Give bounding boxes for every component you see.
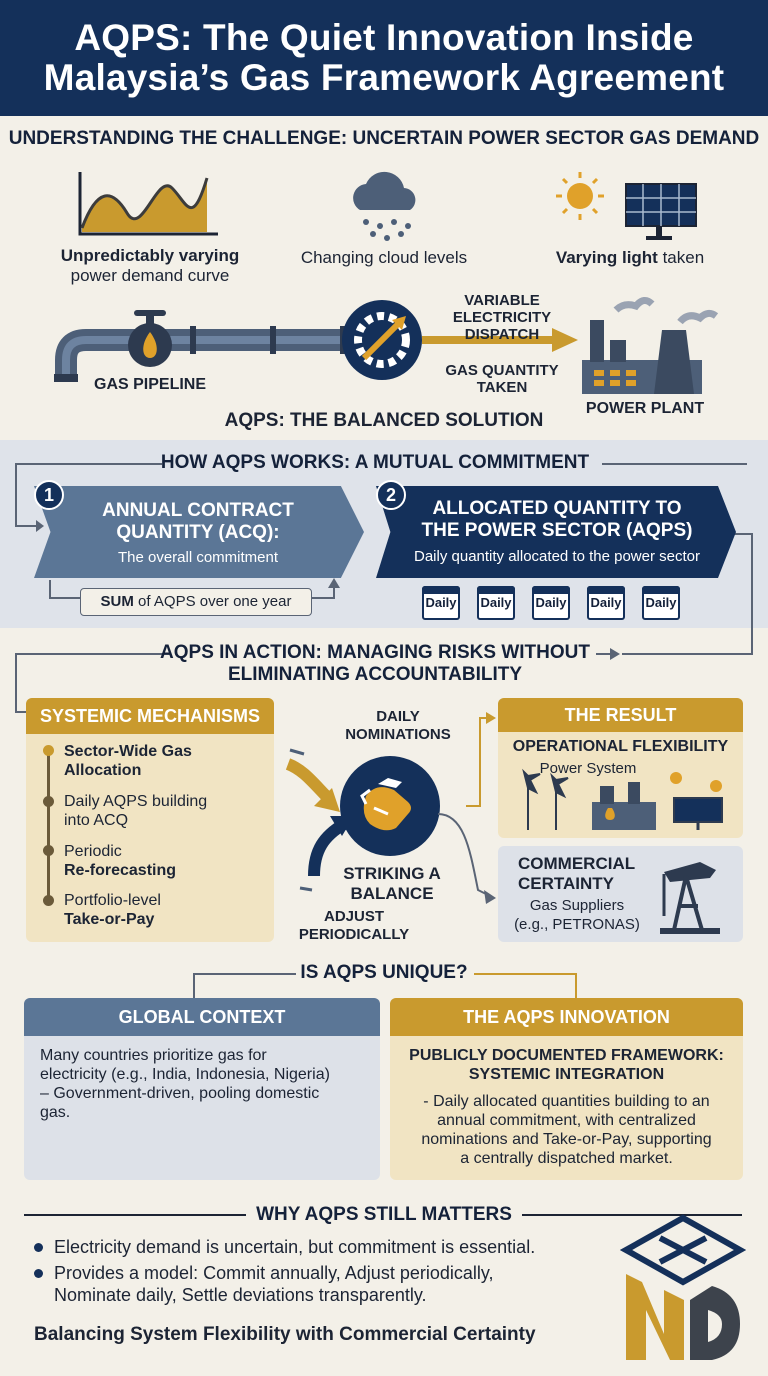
mechanism-3-a: Periodic <box>64 843 122 860</box>
challenge-title: UNDERSTANDING THE CHALLENGE: UNCERTAIN POWER SECTOR GAS DEMAND <box>8 128 760 149</box>
tagline: Balancing System Flexibility with Commercial Certainty <box>34 1324 536 1345</box>
global-text-line-4: gas. <box>40 1104 71 1121</box>
why-bullets <box>34 1236 614 1306</box>
dispatch-line-3: DISPATCH <box>464 326 540 343</box>
global-text <box>40 1046 376 1122</box>
dispatch-line-2: ELECTRICITY <box>452 309 552 326</box>
mechanism-1-b: Allocation <box>64 762 142 779</box>
adjust-line-2: PERIODICALLY <box>298 926 410 943</box>
innovation-subtitle-2: SYSTEMIC INTEGRATION <box>468 1066 665 1083</box>
striking-balance-line-1: STRIKING A <box>343 864 441 883</box>
bullet-dot-1 <box>34 1243 43 1252</box>
aqps-title-1: ALLOCATED QUANTITY TO <box>432 498 682 519</box>
aqps-text <box>392 498 722 565</box>
acq-desc: The overall commitment <box>117 549 279 566</box>
innovation-text-line-1: - Daily allocated quantities building to an <box>423 1093 710 1110</box>
mechanism-2-b: into ACQ <box>64 812 129 829</box>
light-caption-bold: Varying light <box>555 248 658 267</box>
innovation-text-line-3: nominations and Take-or-Pay, supporting <box>421 1131 712 1148</box>
mechanism-2-a: Daily AQPS building <box>64 793 208 810</box>
page-title-line-1: AQPS: The Quiet Innovation Inside <box>74 17 694 58</box>
light-caption <box>530 248 730 268</box>
daily-nominations-line-1: DAILY <box>376 708 420 725</box>
unique-title: IS AQPS UNIQUE? <box>300 962 468 983</box>
innovation-title: THE AQPS INNOVATION <box>390 998 743 1036</box>
sum-note <box>80 588 312 616</box>
dispatch-label <box>426 292 578 343</box>
demand-caption-bold: Unpredictably varying <box>60 246 240 265</box>
commercial-line-1: COMMERCIAL <box>518 854 636 873</box>
why-bullet-2-line-2: Nominate daily, Settle deviations transparently. <box>54 1285 427 1305</box>
global-text-line-1: Many countries prioritize gas for <box>40 1047 267 1064</box>
why-rule-left <box>24 1214 246 1216</box>
why-bullet-2-line-1: Provides a model: Commit annually, Adjust periodically, <box>54 1263 494 1283</box>
global-title: GLOBAL CONTEXT <box>24 998 380 1036</box>
daily-calendar-icon-3: Daily <box>532 586 570 620</box>
daily-calendar-icon-2: Daily <box>477 586 515 620</box>
commercial-label <box>518 854 638 894</box>
bullet-dot-2 <box>34 1269 43 1278</box>
result-title: THE RESULT <box>498 698 743 732</box>
demand-caption <box>40 246 260 286</box>
mechanism-4 <box>64 891 161 929</box>
cloud-caption: Changing cloud levels <box>300 248 468 267</box>
aqps-title-2: THE POWER SECTOR (AQPS) <box>421 520 693 541</box>
page-title-line-2: Malaysia’s Gas Framework Agreement <box>43 57 725 98</box>
innovation-subtitle-1: PUBLICLY DOCUMENTED FRAMEWORK: <box>409 1047 724 1064</box>
daily-nominations-line-2: NOMINATIONS <box>345 726 451 743</box>
nd-logo-icon <box>620 1214 746 1364</box>
daily-calendar-icon-1: Daily <box>422 586 460 620</box>
step-1-badge: 1 <box>34 480 64 510</box>
mechanism-2 <box>64 792 207 830</box>
mechanism-dot-2 <box>43 796 54 807</box>
suppliers-line-1: Gas Suppliers <box>529 897 625 914</box>
acq-title-1: ANNUAL CONTRACT <box>102 500 294 521</box>
mechanism-dot-1 <box>43 745 54 756</box>
why-bullet-1-text: Electricity demand is uncertain, but commitment is essential. <box>54 1237 536 1257</box>
why-title: WHY AQPS STILL MATTERS <box>256 1204 512 1225</box>
balanced-solution-label: AQPS: THE BALANCED SOLUTION <box>224 410 544 431</box>
suppliers-line-2: (e.g., PETRONAS) <box>514 916 640 933</box>
mechanism-1-a: Sector-Wide Gas <box>64 743 192 760</box>
power-system-label: Power System <box>539 760 637 777</box>
daily-calendar-icon-4: Daily <box>587 586 625 620</box>
page-header <box>0 0 768 116</box>
gas-taken-line-2: TAKEN <box>476 379 528 396</box>
mechanism-1 <box>64 742 192 780</box>
mechanism-4-a: Portfolio-level <box>64 892 161 909</box>
striking-balance-line-2: BALANCE <box>350 884 434 903</box>
commercial-line-2: CERTAINTY <box>518 874 615 893</box>
aqps-desc: Daily quantity allocated to the power sector <box>414 548 700 565</box>
gas-taken-label <box>426 362 578 396</box>
action-title-line-1: AQPS IN ACTION: MANAGING RISKS WITHOUT <box>160 642 590 663</box>
daily-calendar-icon-5: Daily <box>642 586 680 620</box>
how-title: HOW AQPS WORKS: A MUTUAL COMMITMENT <box>160 452 590 473</box>
oil-pump-icon <box>660 856 740 936</box>
step-2-badge: 2 <box>376 480 406 510</box>
light-caption-rest: taken <box>657 248 705 267</box>
mechanisms-timeline <box>47 752 50 902</box>
sum-note-bold: SUM <box>100 593 134 610</box>
suppliers-label <box>502 896 652 934</box>
dispatch-line-1: VARIABLE <box>464 292 540 309</box>
innovation-text <box>390 1092 743 1168</box>
demand-curve-icon <box>72 168 222 240</box>
acq-text <box>58 500 338 566</box>
op-flex-label: OPERATIONAL FLEXIBILITY <box>512 738 729 755</box>
adjust-line-1: ADJUST <box>323 908 384 925</box>
why-bullet-1 <box>34 1236 614 1258</box>
innovation-text-line-4: a centrally dispatched market. <box>460 1150 673 1167</box>
rain-cloud-icon <box>340 170 430 242</box>
mechanisms-title: SYSTEMIC MECHANISMS <box>26 698 274 734</box>
sum-note-rest: of AQPS over one year <box>133 593 292 610</box>
striking-balance-label <box>322 864 462 904</box>
mechanism-3 <box>64 842 176 880</box>
gas-pipeline-label: GAS PIPELINE <box>94 376 207 393</box>
mechanism-3-b: Re-forecasting <box>64 862 177 879</box>
mechanism-dot-3 <box>43 845 54 856</box>
global-text-line-3: – Government-driven, pooling domestic <box>40 1085 320 1102</box>
demand-caption-rest: power demand curve <box>70 266 230 285</box>
acq-title-2: QUANTITY (ACQ): <box>116 522 280 543</box>
why-bullet-2 <box>34 1262 614 1306</box>
innovation-subtitle <box>390 1046 743 1084</box>
action-title-line-2: ELIMINATING ACCOUNTABILITY <box>227 664 523 685</box>
power-plant-label: POWER PLANT <box>585 400 705 417</box>
global-text-line-2: electricity (e.g., India, Indonesia, Nigeria) <box>40 1066 330 1083</box>
daily-nominations-label <box>328 708 468 744</box>
innovation-text-line-2: annual commitment, with centralized <box>437 1112 696 1129</box>
sun-solar-panel-icon <box>552 170 702 242</box>
adjust-periodically-label <box>294 908 414 944</box>
mechanism-4-b: Take-or-Pay <box>64 911 155 928</box>
power-system-icons <box>510 762 736 834</box>
gas-taken-line-1: GAS QUANTITY <box>445 362 559 379</box>
action-title <box>160 642 590 686</box>
mechanism-dot-4 <box>43 895 54 906</box>
